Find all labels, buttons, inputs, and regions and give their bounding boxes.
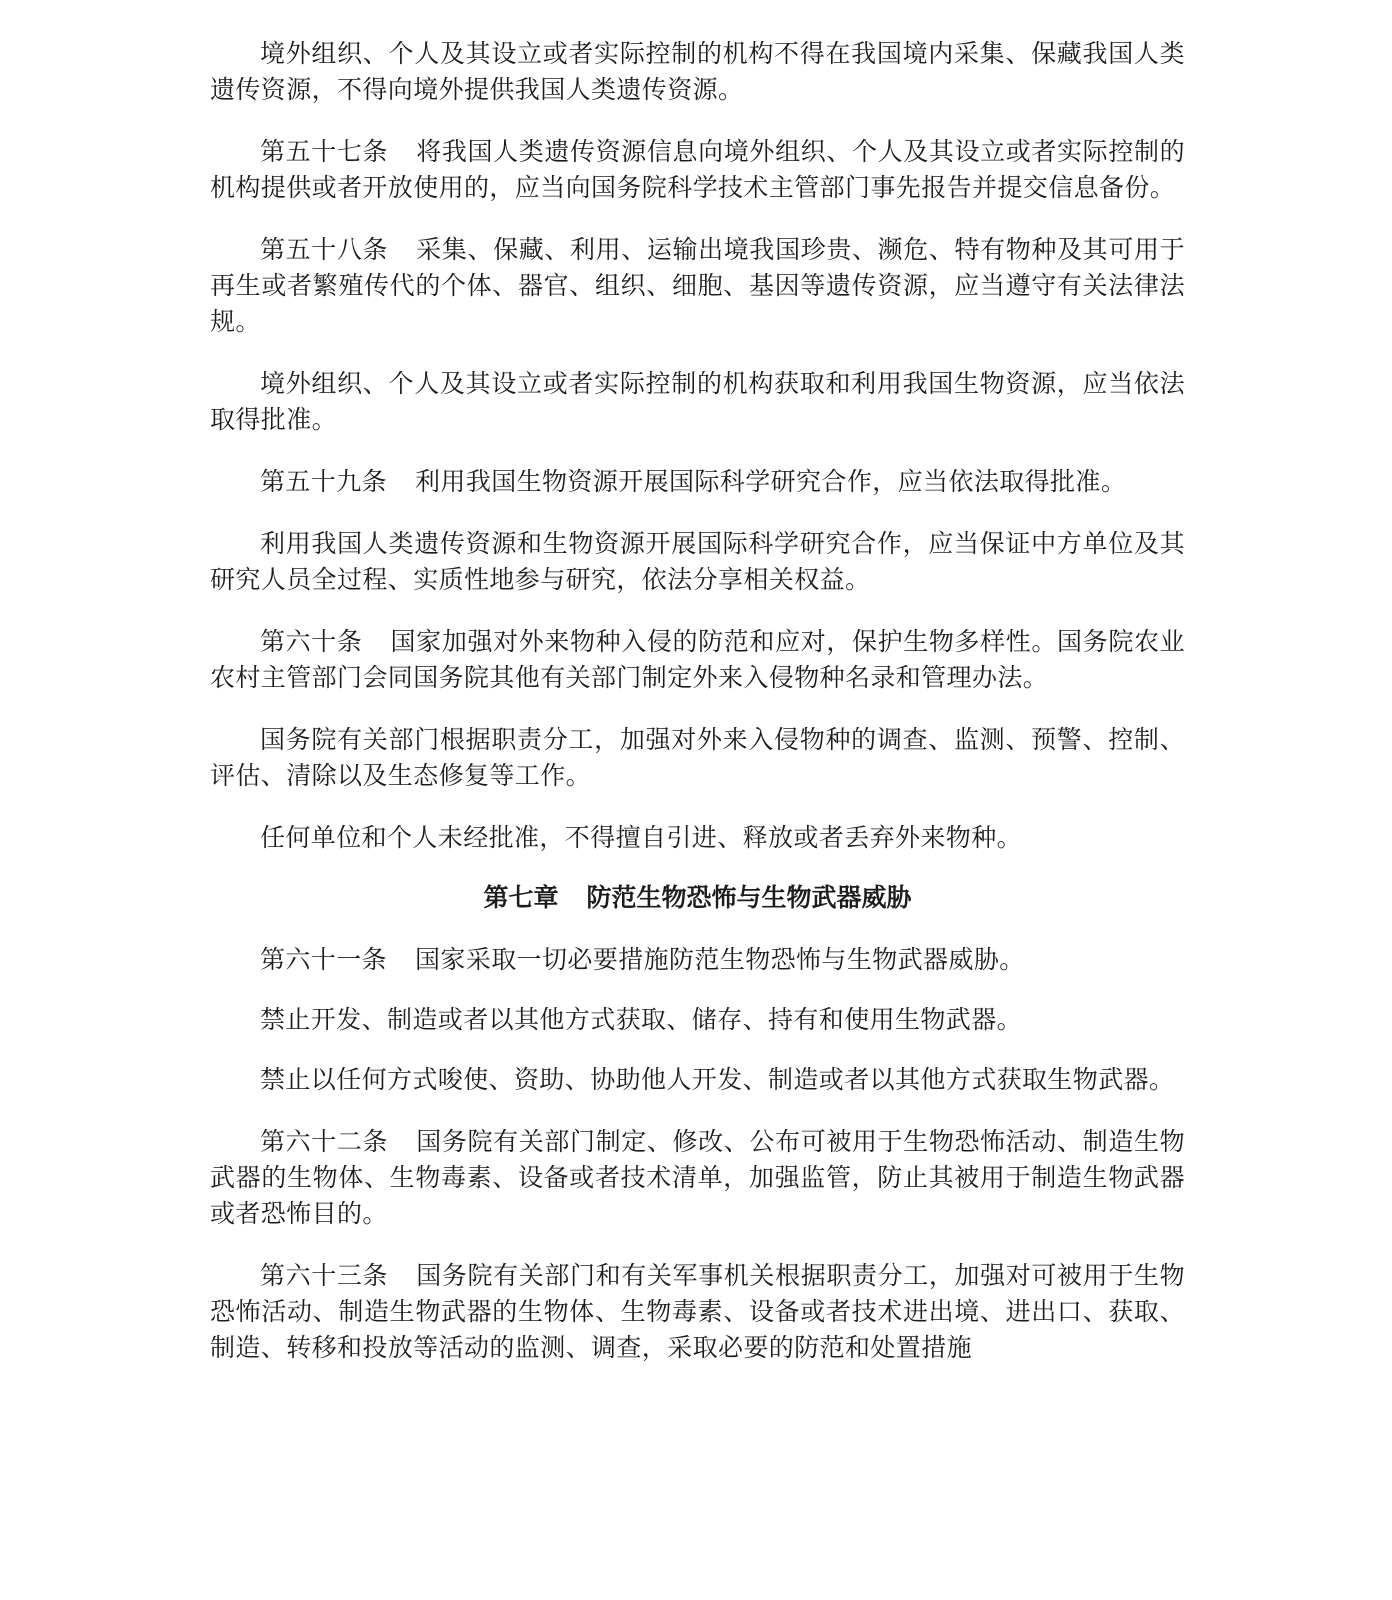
paragraph <box>210 722 1185 794</box>
article-number: 第五十八条 <box>260 235 389 264</box>
paragraph-text: 将我国人类遗传资源信息向境外组织、个人及其设立或者实际控制的机构提供或者开放使用的，应当向国务院科学技术主管部门事先报告并提交信息备份。 <box>210 137 1185 202</box>
article-number: 第六十三条 <box>260 1261 389 1290</box>
document-page <box>210 36 1185 1392</box>
chapter-heading <box>210 880 1185 916</box>
paragraph-text: 国务院有关部门制定、修改、公布可被用于生物恐怖活动、制造生物武器的生物体、生物毒素、设备或者技术清单，加强监管，防止其被用于制造生物武器或者恐怖目的。 <box>210 1127 1185 1228</box>
article-58 <box>210 232 1185 340</box>
article-number: 第六十条 <box>260 627 363 656</box>
paragraph <box>210 1002 1185 1038</box>
paragraph-text: 境外组织、个人及其设立或者实际控制的机构获取和利用我国生物资源，应当依法取得批准。 <box>210 369 1185 434</box>
article-number: 第五十九条 <box>260 467 388 496</box>
paragraph-text: 国务院有关部门根据职责分工，加强对外来入侵物种的调查、监测、预警、控制、评估、清除以及生态修复等工作。 <box>210 725 1185 790</box>
paragraph-text: 利用我国生物资源开展国际科学研究合作，应当依法取得批准。 <box>415 467 1127 496</box>
article-number: 第六十二条 <box>260 1127 389 1156</box>
paragraph-text: 禁止以任何方式唆使、资助、协助他人开发、制造或者以其他方式获取生物武器。 <box>260 1065 1175 1094</box>
chapter-title: 防范生物恐怖与生物武器威胁 <box>586 883 912 912</box>
paragraph-text: 任何单位和个人未经批准，不得擅自引进、释放或者丢弃外来物种。 <box>260 823 1023 852</box>
article-63 <box>210 1258 1185 1366</box>
article-62 <box>210 1124 1185 1232</box>
article-number: 第五十七条 <box>260 137 389 166</box>
paragraph-text: 禁止开发、制造或者以其他方式获取、储存、持有和使用生物武器。 <box>260 1005 1023 1034</box>
paragraph <box>210 36 1185 108</box>
paragraph <box>210 366 1185 438</box>
paragraph-text: 境外组织、个人及其设立或者实际控制的机构不得在我国境内采集、保藏我国人类遗传资源，不得向境外提供我国人类遗传资源。 <box>210 39 1185 104</box>
article-61 <box>210 942 1185 978</box>
paragraph <box>210 1062 1185 1098</box>
article-59 <box>210 464 1185 500</box>
paragraph-text: 采集、保藏、利用、运输出境我国珍贵、濒危、特有物种及其可用于再生或者繁殖传代的个体、器官、组织、细胞、基因等遗传资源，应当遵守有关法律法规。 <box>210 235 1185 336</box>
paragraph-text: 国务院有关部门和有关军事机关根据职责分工，加强对可被用于生物恐怖活动、制造生物武器的生物体、生物毒素、设备或者技术进出境、进出口、获取、制造、转移和投放等活动的监测、调查，采取必要的防范和处置措施 <box>210 1261 1185 1362</box>
paragraph-text: 利用我国人类遗传资源和生物资源开展国际科学研究合作，应当保证中方单位及其研究人员全过程、实质性地参与研究，依法分享相关权益。 <box>210 529 1185 594</box>
paragraph-text: 国家采取一切必要措施防范生物恐怖与生物武器威胁。 <box>415 945 1025 974</box>
article-60 <box>210 624 1185 696</box>
chapter-number: 第七章 <box>483 883 559 912</box>
paragraph-text: 国家加强对外来物种入侵的防范和应对，保护生物多样性。国务院农业农村主管部门会同国务院其他有关部门制定外来入侵物种名录和管理办法。 <box>210 627 1185 692</box>
paragraph <box>210 526 1185 598</box>
article-57 <box>210 134 1185 206</box>
article-number: 第六十一条 <box>260 945 388 974</box>
paragraph <box>210 820 1185 856</box>
